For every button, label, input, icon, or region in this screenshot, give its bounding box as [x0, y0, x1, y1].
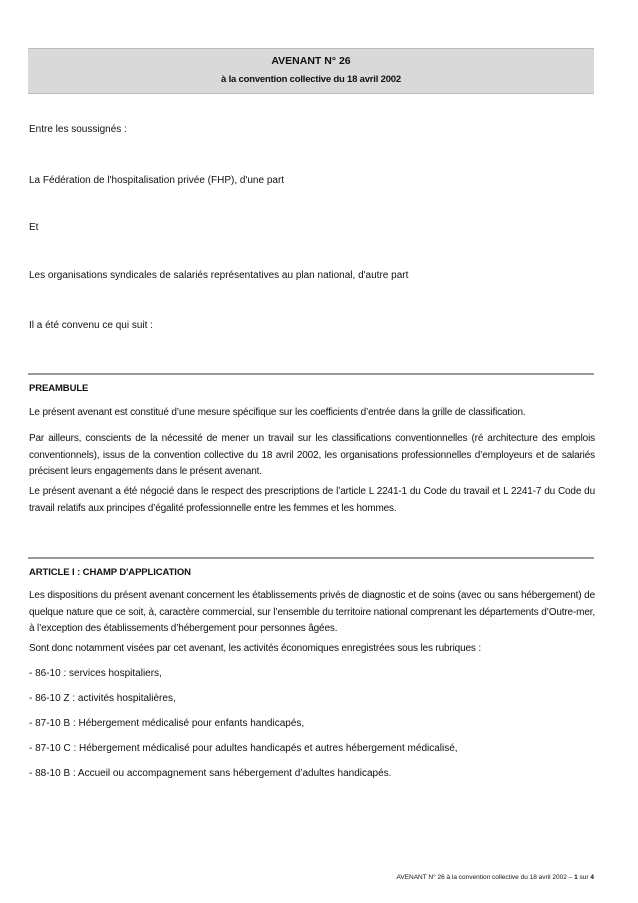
list-item: - 86-10 : services hospitaliers,: [29, 668, 162, 679]
list-item: - 88-10 B : Accueil ou accompagnement sans hébergement d’adultes handicapés.: [29, 768, 392, 779]
list-item: - 86-10 Z : activités hospitalières,: [29, 693, 176, 704]
section-divider: [28, 373, 594, 375]
intro-fhp: La Fédération de l'hospitalisation privée (FHP), d'une part: [29, 175, 285, 186]
preambule-paragraph-3: Le présent avenant a été négocié dans le respect des prescriptions de l’article L 2241-1 du Code du travail et L 2241-7 du Code du travail relatifs aux principes d’égalité professionnelle entre les femmes et les hommes.: [29, 486, 595, 514]
preambule-heading: PREAMBULE: [29, 383, 89, 394]
list-item: - 87-10 B : Hébergement médicalisé pour enfants handicapés,: [29, 718, 305, 729]
intro-unions: Les organisations syndicales de salariés représentatives au plan national, d'autre part: [29, 270, 409, 281]
article1-heading: ARTICLE I : CHAMP D'APPLICATION: [29, 567, 191, 578]
footer-text: AVENANT N° 26 à la convention collective du 18 avril 2002 –: [396, 874, 573, 881]
document-title: AVENANT N° 26: [271, 55, 351, 67]
preambule-paragraph-2: Par ailleurs, conscients de la nécessité de mener un travail sur les classifications conventionnelles (ré architecture des emplois conventionnels), issus de la convention collective du 18 avril 2002, les organisations professionnelles d’employeurs et de salariés précisent leurs engagements dans le présent avenant.: [29, 433, 595, 477]
title-banner: [28, 48, 594, 94]
footer-sur: sur: [579, 874, 589, 881]
list-item: - 87-10 C : Hébergement médicalisé pour adultes handicapés et autres hébergement médicalisé,: [29, 743, 458, 754]
article1-paragraph-1: Les dispositions du présent avenant concernent les établissements privés de diagnostic et de soins (avec ou sans hébergement) de quelque nature que ce soit, à, caractère commercial, sur l’ensemble du territoire national comprenant les départements d’Outre-mer, à l’exception des établissements d’hébergement pour personnes âgées.: [29, 590, 595, 634]
preambule-paragraph-1: Le présent avenant est constitué d’une mesure spécifique sur les coefficients d’entrée dans la grille de classification.: [29, 407, 526, 418]
page-total: 4: [590, 874, 594, 881]
section-divider: [28, 557, 594, 559]
document-subtitle: à la convention collective du 18 avril 2002: [221, 74, 401, 85]
intro-convenu: Il a été convenu ce qui suit :: [29, 320, 153, 331]
article1-paragraph-2: Sont donc notamment visées par cet avenant, les activités économiques enregistrées sous les rubriques :: [29, 643, 482, 654]
page-number: 1: [574, 874, 578, 881]
page-footer: [396, 874, 594, 881]
intro-et: Et: [29, 222, 39, 233]
intro-parties: Entre les soussignés :: [29, 124, 127, 135]
